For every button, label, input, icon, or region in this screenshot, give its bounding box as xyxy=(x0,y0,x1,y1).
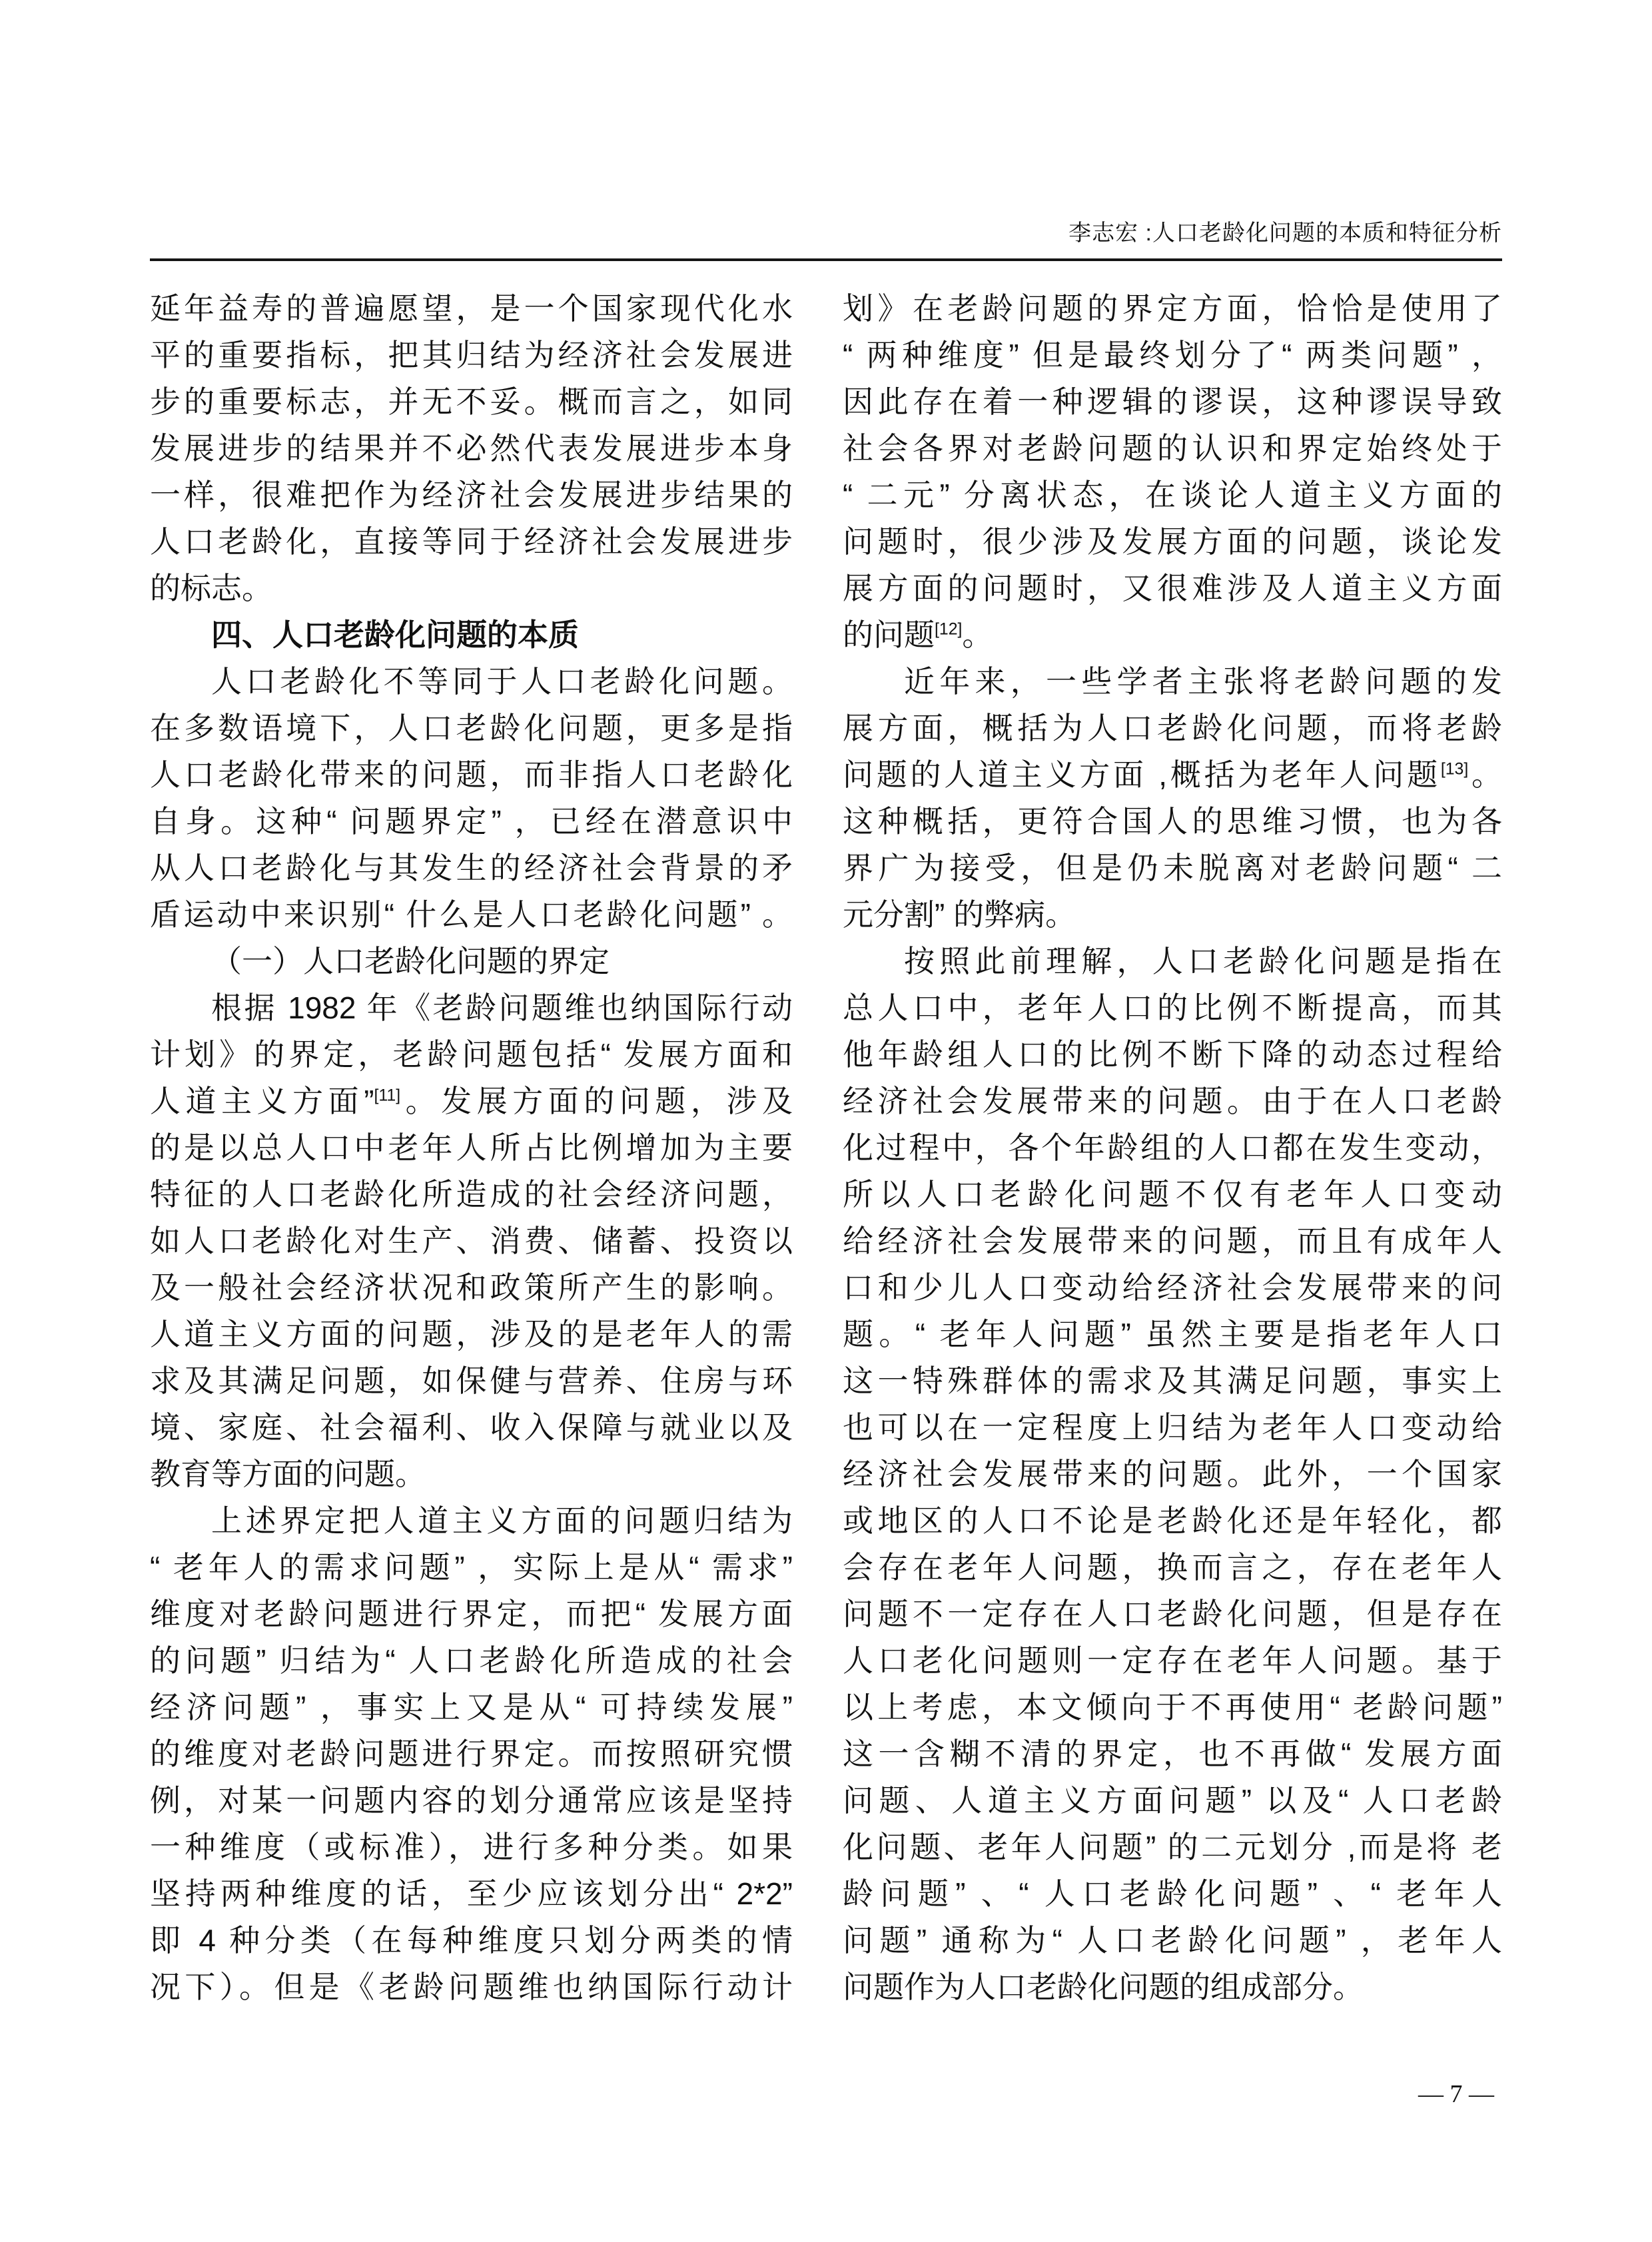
text-line: 的维度对老龄问题进行界定。而按照研究惯 xyxy=(150,1736,793,1771)
citation-ref: [13] xyxy=(1440,760,1469,779)
text-line: 经济社会发展带来的问题。由于在人口老龄 xyxy=(843,1084,1502,1118)
text-line: 所以人口老龄化问题不仅有老年人口变动 xyxy=(843,1177,1502,1212)
left-column xyxy=(150,285,793,2010)
citation-ref: [11] xyxy=(374,1086,401,1105)
text-line: 特征的人口老龄化所造成的社会经济问题， xyxy=(150,1177,793,1212)
text-line: 维度对老龄问题进行界定，而把“ 发展方面 xyxy=(150,1597,793,1631)
text-line: 在多数语境下，人口老龄化问题，更多是指 xyxy=(150,711,793,745)
article-body xyxy=(150,285,1502,2010)
text-line: 人口老龄化不等同于人口老龄化问题。 xyxy=(211,664,793,699)
text-line: 问题” 通称为“ 人口老龄化问题” ，老年人 xyxy=(843,1923,1502,1958)
text-line: 问题、人道主义方面问题” 以及“ 人口老龄 xyxy=(843,1783,1502,1818)
section-heading: 四、人口老龄化问题的本质 xyxy=(211,617,579,652)
text-line: 从人口老龄化与其发生的经济社会背景的矛 xyxy=(150,851,793,885)
text-line: 这一含糊不清的界定，也不再做“ 发展方面 xyxy=(843,1736,1502,1771)
text-line: 这种概括，更符合国人的思维习惯，也为各 xyxy=(843,804,1502,839)
text-line: 一种维度（或标准），进行多种分类。如果 xyxy=(150,1830,793,1864)
text-line: 的问题[12]。 xyxy=(843,617,993,652)
text-line: 以上考虑，本文倾向于不再使用“ 老龄问题” xyxy=(843,1690,1502,1724)
text-line: 因此存在着一种逻辑的谬误，这种谬误导致 xyxy=(843,384,1502,419)
running-header: 李志宏 :人口老龄化问题的本质和特征分析 xyxy=(1068,220,1502,246)
text-line: 他年龄组人口的比例不断下降的动态过程给 xyxy=(843,1037,1502,1072)
text-line: “ 两种维度” 但是最终划分了“ 两类问题” ， xyxy=(843,338,1502,372)
text-line: 这一特殊群体的需求及其满足问题，事实上 xyxy=(843,1363,1502,1398)
text-line: “ 二元” 分离状态，在谈论人道主义方面的 xyxy=(843,478,1502,512)
text-line: 总人口中，老年人口的比例不断提高，而其 xyxy=(843,990,1502,1025)
text-line: 元分割” 的弊病。 xyxy=(843,897,1076,932)
text-line: 或地区的人口不论是老龄化还是年轻化，都 xyxy=(843,1503,1502,1538)
text-line: 求及其满足问题，如保健与营养、住房与环 xyxy=(150,1363,793,1398)
subsection-heading: （一）人口老龄化问题的界定 xyxy=(211,944,610,978)
text-line: 题。“ 老年人问题” 虽然主要是指老年人口 xyxy=(843,1317,1502,1351)
text-line: 根据 1982 年《老龄问题维也纳国际行动 xyxy=(211,990,793,1025)
text-line: 即 4 种分类（在每种维度只划分两类的情 xyxy=(150,1923,793,1958)
text-line: 展方面的问题时，又很难涉及人道主义方面 xyxy=(843,571,1502,605)
text-line: 口和少儿人口变动给经济社会发展带来的问 xyxy=(843,1270,1502,1305)
text-line: 例，对某一问题内容的划分通常应该是坚持 xyxy=(150,1783,793,1818)
text-line: 平的重要指标，把其归结为经济社会发展进 xyxy=(150,338,793,372)
text-line: 发展进步的结果并不必然代表发展进步本身 xyxy=(150,431,793,466)
text-line: 教育等方面的问题。 xyxy=(150,1457,426,1491)
text-line: 境、家庭、社会福利、收入保障与就业以及 xyxy=(150,1410,793,1445)
text-line: 也可以在一定程度上归结为老年人口变动给 xyxy=(843,1410,1502,1445)
text-line: 的问题” 归结为“ 人口老龄化所造成的社会 xyxy=(150,1643,793,1678)
text-line: 况下）。但是《老龄问题维也纳国际行动计 xyxy=(150,1970,793,2004)
text-line: 人口老化问题则一定存在老年人问题。基于 xyxy=(843,1643,1502,1678)
text-line: 的是以总人口中老年人所占比例增加为主要 xyxy=(150,1130,793,1165)
text-line: 人道主义方面”[11]。发展方面的问题，涉及 xyxy=(150,1084,793,1118)
text-line: 化问题、老年人问题” 的二元划分 ,而是将 老 xyxy=(843,1830,1502,1864)
right-column xyxy=(843,285,1502,2010)
header-rule xyxy=(150,258,1502,261)
text-line: 的标志。 xyxy=(150,571,272,605)
text-line: 盾运动中来识别“ 什么是人口老龄化问题” 。 xyxy=(150,897,793,932)
text-line: 给经济社会发展带来的问题，而且有成年人 xyxy=(843,1224,1502,1258)
text-line: 展方面，概括为人口老龄化问题，而将老龄 xyxy=(843,711,1502,745)
text-line: 坚持两种维度的话，至少应该划分出“ 2*2” xyxy=(150,1876,793,1911)
text-line: 化过程中，各个年龄组的人口都在发生变动， xyxy=(843,1130,1502,1165)
text-line: 及一般社会经济状况和政策所产生的影响。 xyxy=(150,1270,793,1305)
text-line: 延年益寿的普遍愿望，是一个国家现代化水 xyxy=(150,291,793,326)
text-line: 问题的人道主义方面 ,概括为老年人问题[13]。 xyxy=(843,757,1503,792)
text-line: 划》在老龄问题的界定方面，恰恰是使用了 xyxy=(843,291,1502,326)
text-line: 问题作为人口老龄化问题的组成部分。 xyxy=(843,1970,1364,2004)
text-line: 问题不一定存在人口老龄化问题，但是存在 xyxy=(843,1597,1502,1631)
text-line: 人口老龄化带来的问题，而非指人口老龄化 xyxy=(150,757,793,792)
text-line: 上述界定把人道主义方面的问题归结为 xyxy=(211,1503,793,1538)
text-line: 人道主义方面的问题，涉及的是老年人的需 xyxy=(150,1317,793,1351)
text-line: 人口老龄化，直接等同于经济社会发展进步 xyxy=(150,524,793,559)
text-line: 一样，很难把作为经济社会发展进步结果的 xyxy=(150,478,793,512)
text-line: 社会各界对老龄问题的认识和界定始终处于 xyxy=(843,431,1502,466)
page-number: — 7 — xyxy=(1418,2080,1494,2108)
text-line: 经济社会发展带来的问题。此外，一个国家 xyxy=(843,1457,1502,1491)
text-line: 近年来，一些学者主张将老龄问题的发 xyxy=(904,664,1502,699)
text-line: 问题时，很少涉及发展方面的问题，谈论发 xyxy=(843,524,1502,559)
text-line: 龄问题” 、“ 人口老龄化问题” 、“ 老年人 xyxy=(843,1876,1502,1911)
text-line: 经济问题” ，事实上又是从“ 可持续发展” xyxy=(150,1690,793,1724)
text-line: “ 老年人的需求问题” ，实际上是从“ 需求” xyxy=(150,1550,793,1585)
text-line: 自身。这种“ 问题界定” ，已经在潜意识中 xyxy=(150,804,793,839)
text-line: 界广为接受，但是仍未脱离对老龄问题“ 二 xyxy=(843,851,1502,885)
text-line: 步的重要标志，并无不妥。概而言之，如同 xyxy=(150,384,793,419)
text-line: 如人口老龄化对生产、消费、储蓄、投资以 xyxy=(150,1224,793,1258)
text-line: 按照此前理解，人口老龄化问题是指在 xyxy=(904,944,1502,978)
text-line: 计划》的界定，老龄问题包括“ 发展方面和 xyxy=(150,1037,793,1072)
citation-ref: [12] xyxy=(935,620,963,639)
text-line: 会存在老年人问题，换而言之，存在老年人 xyxy=(843,1550,1502,1585)
